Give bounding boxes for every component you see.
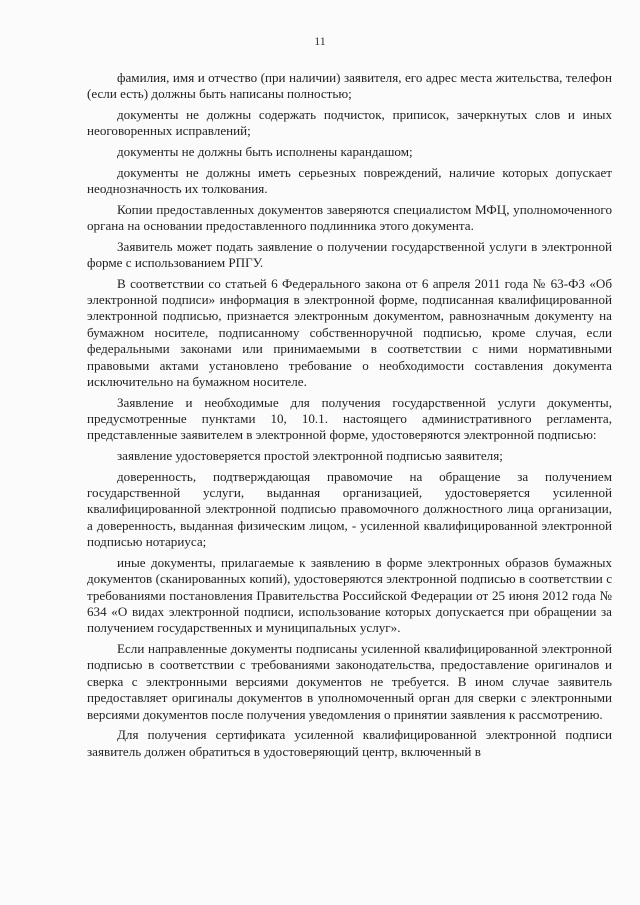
paragraph: иные документы, прилагаемые к заявлению в форме электронных образов бумажных документов (сканированных копий), удостоверяются электронной подписью в соответствии с требованиями постановления Правительства Российской Федерации от 25 июня 2012 года № 634 «О видах электронной подписи, использование которых допускается при обращении за получением государственных и муниципальных услуг». xyxy=(87,554,612,636)
paragraph: Заявитель может подать заявление о получении государственной услуги в электронной форме с использованием РПГУ. xyxy=(87,238,612,270)
paragraph: документы не должны быть исполнены карандашом; xyxy=(117,144,413,159)
paragraph: фамилия, имя и отчество (при наличии) заявителя, его адрес места жительства, телефон (если есть) должны быть написаны полностью; xyxy=(87,70,612,102)
paragraph: документы не должны иметь серьезных повреждений, наличие которых допускает неоднозначность их толкования. xyxy=(87,164,612,196)
document-body xyxy=(87,70,612,764)
paragraph: Для получения сертификата усиленной квалифицированной электронной подписи заявитель должен обратиться в удостоверяющий центр, включенный в xyxy=(87,727,612,759)
paragraph: заявление удостоверяется простой электронной подписью заявителя; xyxy=(117,448,503,464)
paragraph: Если направленные документы подписаны усиленной квалифицированной электронной подписью в соответствии с требованиями законодательства, предоставление оригиналов и сверка с электронными версиями документов не требуется. В ином случае заявитель предоставляет оригиналы документов в уполномоченный орган для сверки с электронными версиями документов после получения уведомления о принятии заявления к рассмотрению. xyxy=(87,641,612,722)
paragraph: Заявление и необходимые для получения государственной услуги документы, предусмотренные пунктами 10, 10.1. настоящего административного регламента, представленные заявителем в электронной форме, удостоверяются электронной подписью: xyxy=(87,394,612,443)
paragraph: доверенность, подтверждающая правомочие на обращение за получением государственной услуги, выданная организацией, удостоверяется усиленной квалифицированной электронной подписью правомочного должностного лица организации, а доверенность, выданная физическим лицом, - усиленной квалифицированной электронной подписью нотариуса; xyxy=(87,468,612,550)
paragraph: документы не должны содержать подчисток, приписок, зачеркнутых слов и иных неоговоренных исправлений; xyxy=(87,107,612,139)
paragraph: В соответствии со статьей 6 Федерального закона от 6 апреля 2011 года № 63-ФЗ «Об электронной подписи» информация в электронной форме, подписанная квалифицированной электронной подписью, признается электронным документом, равнозначным документу на бумажном носителе, подписанному собственноручной подписью, кроме случая, если федеральными законами или принимаемыми в соответствии с ними нормативными правовыми актами установлено требование о необходимости составления документа исключительно на бумажном носителе. xyxy=(87,275,612,390)
paragraph: Копии предоставленных документов заверяются специалистом МФЦ, уполномоченного органа на основании предоставленного подлинника этого документа. xyxy=(87,201,612,233)
page-number: 11 xyxy=(314,34,326,48)
